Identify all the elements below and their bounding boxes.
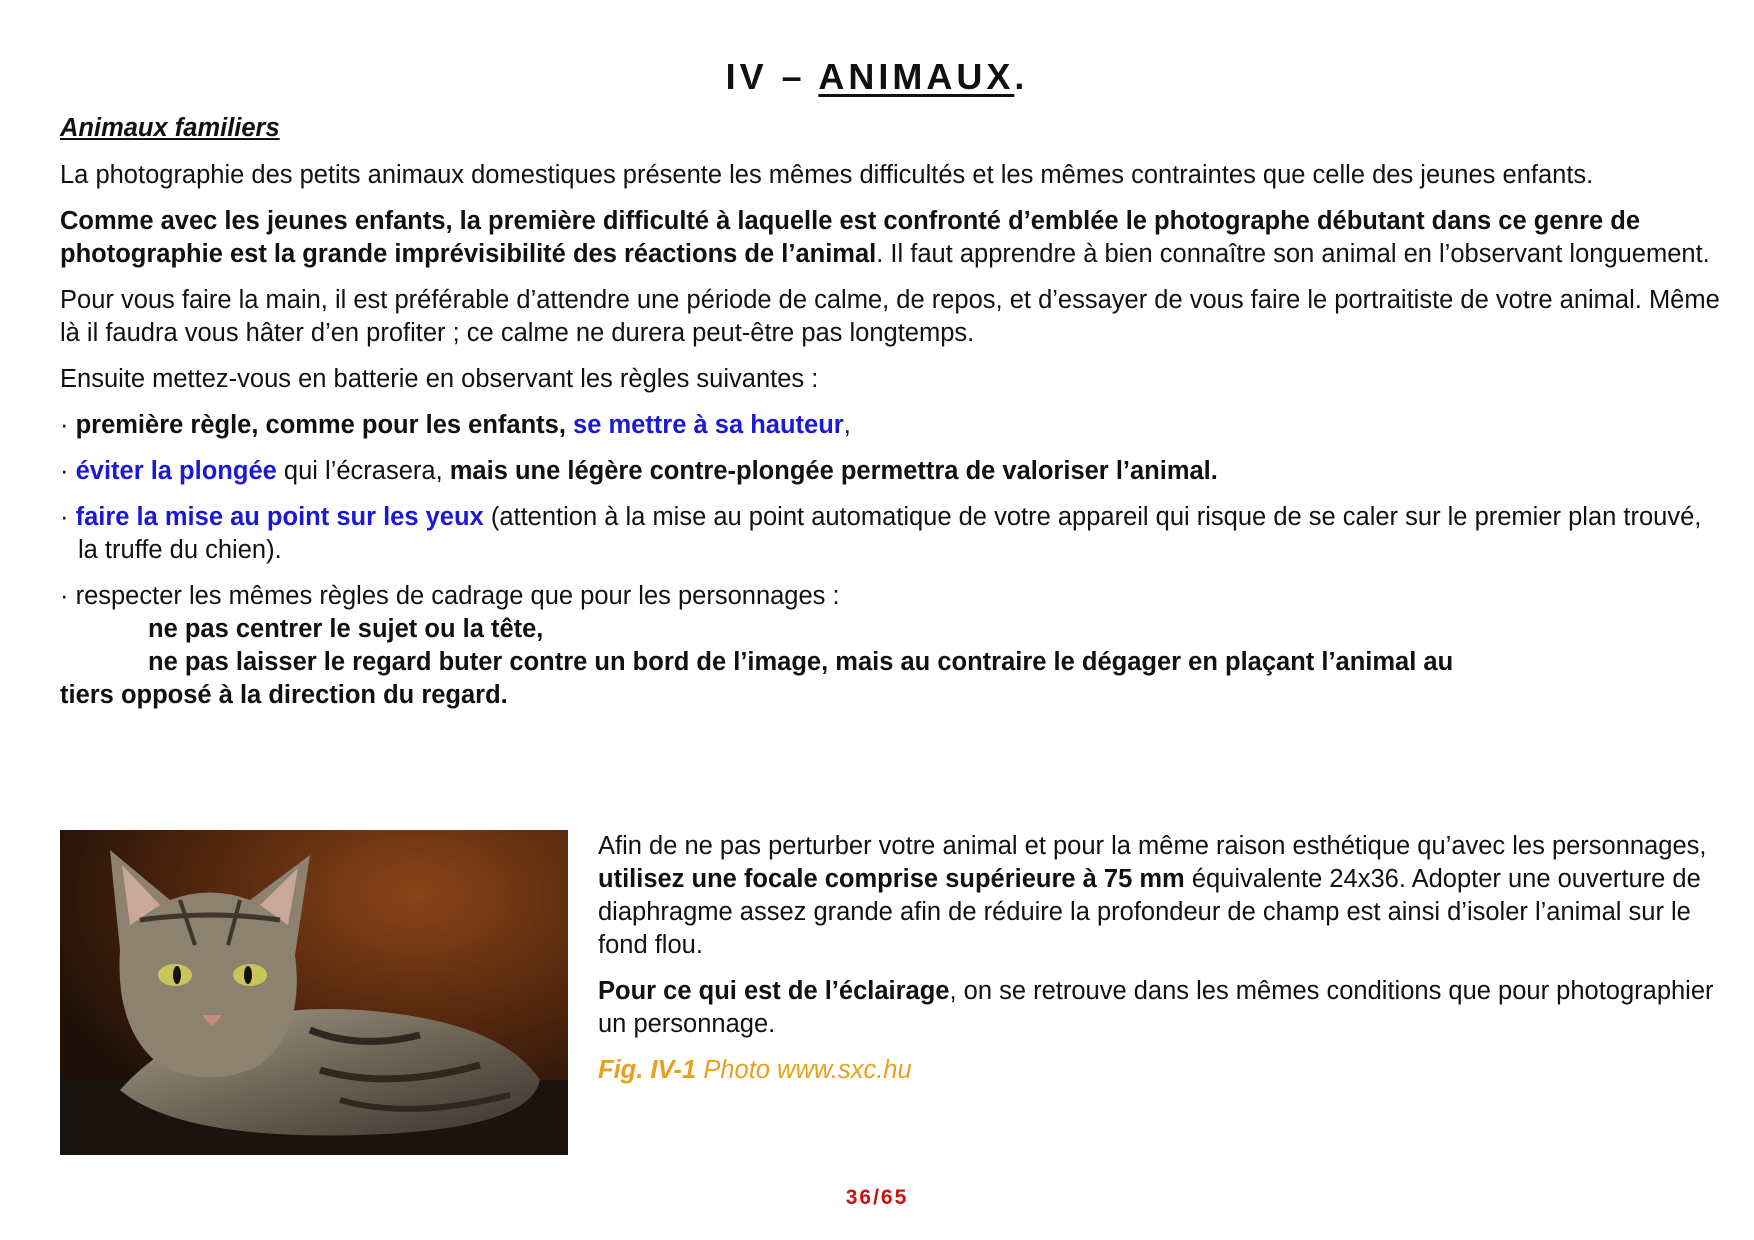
paragraph-focal: [598, 830, 1718, 962]
rule-1-end: ,: [843, 411, 851, 439]
figure-section: [60, 830, 1720, 1160]
figure-caption: [598, 1054, 1718, 1087]
page-number: 36/65: [845, 1186, 909, 1209]
focal-bold: utilisez une focale comprise supérieure à 75 mm: [598, 865, 1185, 893]
cat-illustration: [60, 830, 568, 1155]
bullet-dot: ·: [60, 503, 76, 531]
paragraph-rules-intro: Ensuite mettez-vous en batterie en observant les règles suivantes :: [60, 365, 819, 393]
paragraph-lighting: [598, 975, 1718, 1041]
rule-item-2: [60, 455, 1720, 488]
difficulty-bold: Comme avec les jeunes enfants, la première difficulté à laquelle est confronté d’emblée le photographe débutant dans ce genre de photographie est la grande imprévisibilité des réactions de l’animal: [60, 207, 1641, 268]
section-subheading: Animaux familiers: [60, 114, 280, 142]
caption-fig-number: Fig. IV-1: [598, 1056, 697, 1084]
focal-text-a: Afin de ne pas perturber votre animal et pour la même raison esthétique qu’avec les personnages,: [598, 832, 1707, 860]
rule-item-1: [60, 409, 1720, 442]
caption-text: Photo www.sxc.hu: [696, 1056, 912, 1084]
rule-1-bold: première règle, comme pour les enfants,: [75, 411, 574, 439]
rule-4-sub-2-cont: tiers opposé à la direction du regard.: [60, 681, 508, 709]
difficulty-rest: . Il faut apprendre à bien connaître son animal en l’observant longuement.: [876, 240, 1710, 268]
paragraph-difficulty: [60, 205, 1720, 271]
bullet-dot: ·: [60, 582, 76, 610]
lighting-bold: Pour ce qui est de l’éclairage: [598, 977, 950, 1005]
rule-item-4: [60, 580, 1720, 712]
main-text: [60, 112, 1720, 725]
rule-3-normal: (attention à la mise au point automatique de votre appareil qui risque de se caler sur le premier plan trouvé, la truffe du chien).: [78, 503, 1702, 564]
figure-text: [598, 830, 1718, 1100]
paragraph-intro: La photographie des petits animaux domestiques présente les mêmes difficultés et les mêmes contraintes que celle des jeunes enfants.: [60, 161, 1594, 189]
rule-2-bold: mais une légère contre-plongée permettra de valoriser l’animal.: [449, 457, 1218, 485]
focal-text-b: équivalente 24x36. Adopter une ouverture de diaphragme assez grande afin de réduire la profondeur de champ est ainsi d’isoler l’animal sur le fond flou.: [598, 865, 1701, 959]
paragraph-practice: Pour vous faire la main, il est préférable d’attendre une période de calme, de repos, et d’essayer de vous faire le portraitiste de votre animal. Même là il faudra vous hâter d’en profiter ; ce calme ne durera peut-être pas longtemps.: [60, 286, 1720, 347]
rule-1-highlight: se mettre à sa hauteur: [573, 411, 844, 439]
rule-4-sub-1: ne pas centrer le sujet ou la tête,: [148, 615, 544, 643]
page-title: [0, 56, 1754, 98]
bullet-dot: ·: [60, 411, 76, 439]
rule-2-highlight: éviter la plongée: [75, 457, 277, 485]
bullet-dot: ·: [60, 457, 76, 485]
rule-4-sub-2: ne pas laisser le regard buter contre un bord de l’image, mais au contraire le dégager en plaçant l’animal au: [148, 648, 1454, 676]
rule-3-highlight: faire la mise au point sur les yeux: [75, 503, 484, 531]
title-prefix: IV –: [725, 56, 819, 97]
lighting-rest: , on se retrouve dans les mêmes conditions que pour photographier un personnage.: [598, 977, 1714, 1038]
title-main: ANIMAUX: [818, 56, 1015, 97]
cat-photo: [60, 830, 568, 1155]
rule-4-normal: respecter les mêmes règles de cadrage que pour les personnages :: [75, 582, 840, 610]
rule-2-normal: qui l’écrasera,: [276, 457, 450, 485]
rule-item-3: [60, 501, 1720, 567]
title-suffix: .: [1014, 56, 1029, 97]
